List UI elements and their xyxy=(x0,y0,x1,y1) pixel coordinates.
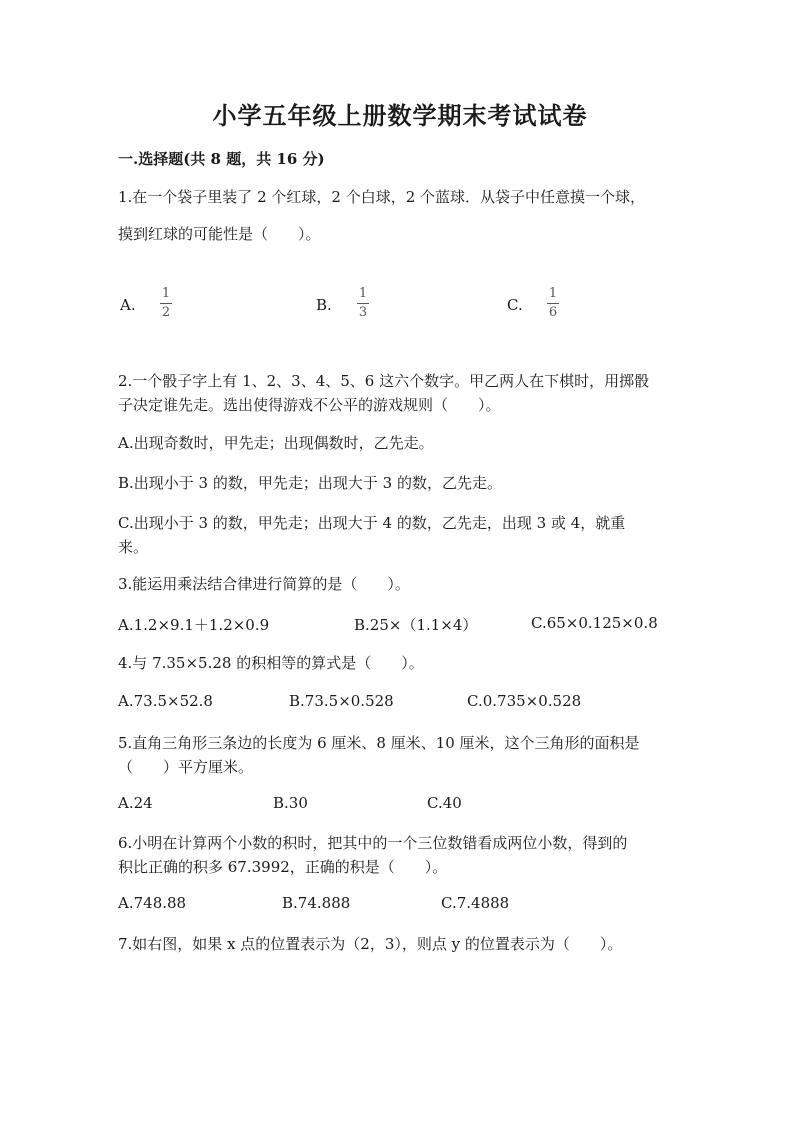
q1-option-b-denominator: 3 xyxy=(358,305,368,320)
q6-option-a: A.748.88 xyxy=(118,894,187,912)
q2-option-c-line-1: C.出现小于 3 的数，甲先走；出现大于 4 的数，乙先走，出现 3 或 4，就重 xyxy=(118,514,626,532)
question-6-line-1: 6.小明在计算两个小数的积时，把其中的一个三位数错看成两位小数，得到的 xyxy=(118,834,628,852)
q1-option-b-fraction xyxy=(357,287,369,320)
q3-option-c: C.65×0.125×0.8 xyxy=(531,614,658,632)
q4-option-c: C.0.735×0.528 xyxy=(467,692,582,710)
q2-option-b: B.出现小于 3 的数，甲先走；出现大于 3 的数，乙先走。 xyxy=(118,474,502,492)
q6-option-b: B.74.888 xyxy=(282,894,351,912)
q1-option-c-denominator: 6 xyxy=(548,305,558,320)
q1-option-a-denominator: 2 xyxy=(161,305,171,320)
q4-option-b: B.73.5×0.528 xyxy=(289,692,394,710)
question-3-stem: 3.能运用乘法结合律进行简算的是（ ）。 xyxy=(118,575,410,593)
page-title: 小学五年级上册数学期末考试试卷 xyxy=(212,101,588,130)
fraction-bar xyxy=(357,303,369,304)
question-1-line-2: 摸到红球的可能性是（ ）。 xyxy=(118,225,321,243)
q2-option-c-line-2: 来。 xyxy=(118,538,149,556)
q3-option-b: B.25×（1.1×4） xyxy=(354,616,478,634)
question-7-stem: 7.如右图，如果 x 点的位置表示为（2，3），则点 y 的位置表示为（ ）。 xyxy=(118,935,623,953)
q5-option-c: C.40 xyxy=(427,794,462,812)
q2-option-a: A.出现奇数时，甲先走；出现偶数时，乙先走。 xyxy=(118,434,434,452)
q1-option-c-fraction xyxy=(547,287,559,320)
section-heading: 一.选择题(共 8 题，共 16 分) xyxy=(118,150,325,168)
q4-option-a: A.73.5×52.8 xyxy=(118,692,213,710)
q3-option-a: A.1.2×9.1＋1.2×0.9 xyxy=(118,616,270,634)
question-2-line-2: 子决定谁先走。选出使得游戏不公平的游戏规则（ ）。 xyxy=(118,396,501,414)
q1-option-b-label: B. xyxy=(316,296,332,314)
question-6-line-2: 积比正确的积多 67.3992，正确的积是（ ）。 xyxy=(118,858,448,876)
question-4-stem: 4.与 7.35×5.28 的积相等的算式是（ ）。 xyxy=(118,654,424,672)
q1-option-a-label: A. xyxy=(120,296,136,314)
q6-option-c: C.7.4888 xyxy=(441,894,510,912)
q1-option-a-numerator: 1 xyxy=(161,286,171,301)
fraction-bar xyxy=(547,303,559,304)
q1-option-b-numerator: 1 xyxy=(358,286,368,301)
q1-option-c-label: C. xyxy=(507,296,523,314)
question-2-line-1: 2.一个骰子字上有 1、2、3、4、5、6 这六个数字。甲乙两人在下棋时，用掷骰 xyxy=(118,372,650,390)
question-1-line-1: 1.在一个袋子里装了 2 个红球，2 个白球，2 个蓝球．从袋子中任意摸一个球， xyxy=(118,188,646,206)
q5-option-b: B.30 xyxy=(273,794,308,812)
fraction-bar xyxy=(160,303,172,304)
q1-option-a-fraction xyxy=(160,287,172,320)
q1-option-c-numerator: 1 xyxy=(548,286,558,301)
question-5-line-2: （ ）平方厘米。 xyxy=(118,758,254,776)
q5-option-a: A.24 xyxy=(118,794,153,812)
question-5-line-1: 5.直角三角形三条边的长度为 6 厘米、8 厘米、10 厘米，这个三角形的面积是 xyxy=(118,734,640,752)
